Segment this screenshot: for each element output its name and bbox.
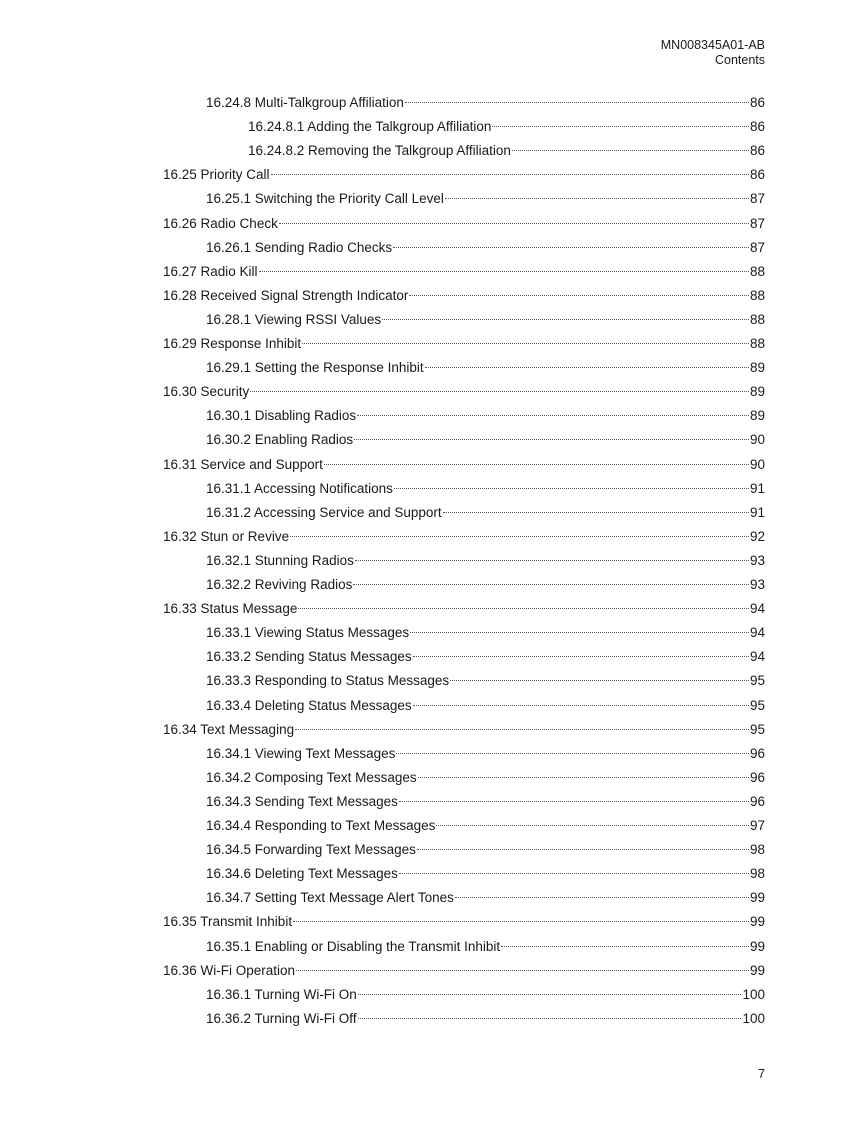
dot-leader [298, 608, 749, 609]
dot-leader [417, 849, 749, 850]
toc-entry-page: 87 [749, 215, 765, 231]
toc-entry-title: 16.34.1 Viewing Text Messages [206, 745, 396, 761]
dot-leader [410, 632, 749, 633]
toc-entry-page: 90 [749, 432, 765, 448]
toc-entry-title: 16.30 Security [163, 384, 250, 400]
toc-entry[interactable] [206, 236, 765, 260]
toc-entry-title: 16.33.1 Viewing Status Messages [206, 625, 410, 641]
dot-leader [399, 801, 749, 802]
toc-entry-page: 98 [749, 842, 765, 858]
toc-entry-page: 100 [742, 986, 765, 1002]
page-header [661, 38, 765, 68]
toc-entry[interactable] [206, 477, 765, 501]
toc-entry-title: 16.34.5 Forwarding Text Messages [206, 842, 416, 858]
toc-entry[interactable] [206, 935, 765, 959]
toc-entry-page: 100 [742, 1010, 765, 1026]
toc-entry[interactable] [206, 428, 765, 452]
toc-entry-page: 88 [749, 336, 765, 351]
toc-entry[interactable] [206, 790, 765, 814]
toc-entry-page: 91 [749, 480, 765, 496]
dot-leader [450, 680, 749, 681]
toc-entry-title: 16.33.4 Deleting Status Messages [206, 697, 412, 713]
dot-leader [436, 825, 749, 826]
toc-entry-title: 16.30.1 Disabling Radios [206, 408, 357, 424]
toc-entry-title: 16.32.1 Stunning Radios [206, 552, 354, 568]
toc-entry-page: 86 [749, 143, 765, 159]
toc-entry-page: 88 [749, 311, 765, 327]
toc-entry[interactable] [163, 597, 765, 621]
toc-entry-title: 16.34.7 Setting Text Message Alert Tones [206, 890, 454, 906]
toc-entry-page: 93 [749, 552, 765, 568]
toc-entry[interactable] [163, 959, 765, 983]
toc-entry-title: 16.24.8 Multi-Talkgroup Affiliation [206, 95, 404, 110]
toc-entry-page: 98 [749, 866, 765, 882]
dot-leader [382, 319, 749, 320]
dot-leader [271, 174, 749, 175]
dot-leader [396, 753, 749, 754]
toc-entry-page: 99 [749, 938, 765, 954]
dot-leader [295, 729, 749, 730]
dot-leader [353, 584, 749, 585]
toc-entry[interactable] [163, 718, 765, 742]
dot-leader [512, 150, 749, 151]
dot-leader [259, 271, 749, 272]
toc-entry[interactable] [206, 694, 765, 718]
toc-entry-page: 87 [749, 239, 765, 255]
toc-entry-page: 86 [749, 119, 765, 135]
dot-leader [302, 343, 749, 344]
toc-entry-title: 16.31.1 Accessing Notifications [206, 480, 393, 496]
toc-entry-title: 16.26 Radio Check [163, 215, 278, 231]
toc-entry-title: 16.26.1 Sending Radio Checks [206, 239, 393, 255]
toc-entry-title: 16.36.1 Turning Wi-Fi On [206, 986, 357, 1002]
dot-leader [455, 897, 749, 898]
dot-leader [425, 367, 749, 368]
toc-entry-title: 16.33.2 Sending Status Messages [206, 649, 412, 665]
toc-entry-page: 86 [749, 95, 765, 110]
toc-entry-page: 87 [749, 191, 765, 207]
toc-entry[interactable] [206, 549, 765, 573]
toc-entry-page: 89 [749, 360, 765, 376]
dot-leader [357, 415, 749, 416]
toc-entry-page: 86 [749, 167, 765, 183]
toc-entry-title: 16.32 Stun or Revive [163, 528, 290, 544]
dot-leader [409, 295, 749, 296]
section-name: Contents [714, 53, 765, 67]
toc-entry[interactable] [163, 212, 765, 236]
toc-entry-title: 16.36.2 Turning Wi-Fi Off [206, 1010, 357, 1026]
toc-entry-title: 16.36 Wi-Fi Operation [163, 962, 296, 978]
dot-leader [413, 705, 749, 706]
toc-entry[interactable] [206, 669, 765, 693]
toc-entry[interactable] [206, 1007, 765, 1031]
toc-entry[interactable] [206, 814, 765, 838]
toc-entry-title: 16.29.1 Setting the Response Inhibit [206, 360, 424, 376]
dot-leader [394, 488, 749, 489]
toc-entry-title: 16.27 Radio Kill [163, 263, 258, 279]
toc-entry-title: 16.30.2 Enabling Radios [206, 432, 354, 448]
toc-entry[interactable] [206, 308, 765, 332]
toc-entry-title: 16.29 Response Inhibit [163, 336, 302, 351]
toc-entry-title: 16.24.8.1 Adding the Talkgroup Affiliation [248, 119, 492, 135]
toc-entry-page: 97 [749, 818, 765, 833]
dot-leader [418, 777, 749, 778]
toc-entry-title: 16.33 Status Message [163, 601, 298, 617]
toc-entry-title: 16.33.3 Responding to Status Messages [206, 673, 450, 689]
toc-entry[interactable] [206, 838, 765, 862]
toc-entry-title: 16.34.3 Sending Text Messages [206, 793, 398, 809]
toc-entry-page: 95 [749, 673, 765, 689]
dot-leader [354, 439, 749, 440]
toc-entry-title: 16.32.2 Reviving Radios [206, 577, 353, 592]
toc-entry[interactable] [206, 742, 765, 766]
toc-entry-page: 94 [749, 601, 765, 617]
dot-leader [413, 656, 749, 657]
toc-entry[interactable] [163, 332, 765, 356]
dot-leader [443, 512, 749, 513]
dot-leader [393, 247, 749, 248]
toc-entry-title: 16.25 Priority Call [163, 167, 270, 183]
toc-entry[interactable] [206, 886, 765, 910]
toc-entry-page: 99 [749, 890, 765, 906]
dot-leader [296, 970, 749, 971]
toc-entry-page: 99 [749, 914, 765, 930]
page-number: 7 [758, 1067, 765, 1081]
toc-entry[interactable] [206, 91, 765, 115]
toc-entry-title: 16.28.1 Viewing RSSI Values [206, 311, 382, 327]
dot-leader [492, 126, 749, 127]
toc-entry[interactable] [163, 453, 765, 477]
toc-entry[interactable] [206, 573, 765, 597]
toc-entry-title: 16.34.2 Composing Text Messages [206, 769, 417, 785]
toc-entry[interactable] [206, 645, 765, 669]
toc-entry-page: 88 [749, 263, 765, 279]
toc-entry[interactable] [206, 621, 765, 645]
toc-entry-title: 16.31 Service and Support [163, 456, 323, 472]
toc-entry-title: 16.35.1 Enabling or Disabling the Transmit Inhibit [206, 938, 501, 954]
toc-entry-page: 94 [749, 649, 765, 665]
toc-entry-title: 16.24.8.2 Removing the Talkgroup Affiliation [248, 143, 511, 159]
toc-entry-page: 95 [749, 721, 765, 737]
toc-entry-page: 94 [749, 625, 765, 641]
dot-leader [358, 994, 742, 995]
toc-entry-title: 16.35 Transmit Inhibit [163, 914, 293, 930]
toc-entry-title: 16.28 Received Signal Strength Indicator [163, 287, 409, 303]
toc-entry-page: 92 [749, 528, 765, 544]
dot-leader [355, 560, 749, 561]
toc-entry-title: 16.31.2 Accessing Service and Support [206, 504, 442, 520]
toc-entry[interactable] [163, 910, 765, 934]
toc-entry[interactable] [248, 139, 765, 163]
toc-entry[interactable] [163, 163, 765, 187]
toc-entry-title: 16.34 Text Messaging [163, 721, 295, 737]
toc-entry-page: 96 [749, 745, 765, 761]
toc-entry[interactable] [206, 356, 765, 380]
dot-leader [501, 946, 749, 947]
toc-entry-title: 16.25.1 Switching the Priority Call Level [206, 191, 444, 207]
toc-entry-page: 93 [749, 577, 765, 592]
toc-entry-page: 95 [749, 697, 765, 713]
dot-leader [279, 223, 749, 224]
toc-entry[interactable] [206, 404, 765, 428]
toc-entry[interactable] [206, 501, 765, 525]
toc-entry-page: 99 [749, 962, 765, 978]
dot-leader [405, 102, 749, 103]
toc-entry[interactable] [163, 380, 765, 404]
dot-leader [324, 464, 749, 465]
dot-leader [250, 391, 749, 392]
toc-entry[interactable] [163, 284, 765, 308]
toc-entry-page: 89 [749, 408, 765, 424]
dot-leader [445, 198, 749, 199]
dot-leader [293, 921, 749, 922]
toc-entry[interactable] [163, 525, 765, 549]
toc-entry[interactable] [163, 260, 765, 284]
toc-entry[interactable] [206, 862, 765, 886]
toc-entry-page: 91 [749, 504, 765, 520]
toc-entry-title: 16.34.4 Responding to Text Messages [206, 818, 436, 833]
toc-entry-page: 89 [749, 384, 765, 400]
dot-leader [358, 1018, 742, 1019]
toc-entry[interactable] [248, 115, 765, 139]
toc-entry-page: 90 [749, 456, 765, 472]
toc-entry-title: 16.34.6 Deleting Text Messages [206, 866, 398, 882]
toc-entry-page: 88 [749, 287, 765, 303]
dot-leader [399, 873, 749, 874]
dot-leader [290, 536, 749, 537]
toc-entry-page: 96 [749, 793, 765, 809]
toc-entry[interactable] [206, 766, 765, 790]
toc-entry[interactable] [206, 187, 765, 211]
toc-entry[interactable] [206, 983, 765, 1007]
toc-entry-page: 96 [749, 769, 765, 785]
document-id: MN008345A01-AB [660, 38, 765, 52]
